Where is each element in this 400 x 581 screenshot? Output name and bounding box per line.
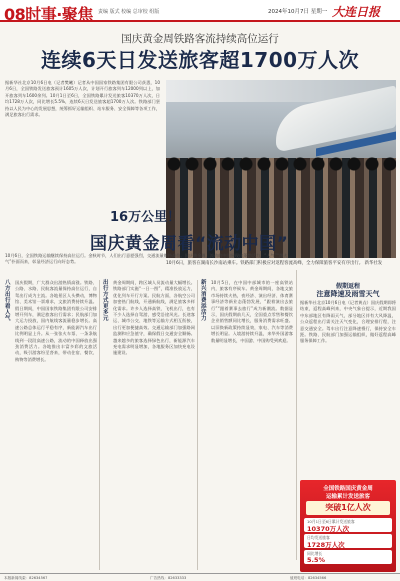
column-divider: [296, 270, 297, 560]
issue-date: 2024年10月7日 星期一: [268, 9, 328, 15]
footer-duty-line: 值班电话：82634566: [290, 576, 327, 580]
infographic-row: [304, 550, 392, 564]
second-kicker: 16万公里！: [110, 210, 181, 225]
column-side-title: 新兴消费添活力: [201, 280, 207, 322]
footer-news-line: 本版新闻线索：82634567: [4, 576, 48, 580]
crowd-heads: [166, 150, 396, 180]
infographic-row-label: 日均发送旅客: [307, 535, 330, 540]
column-text: 黄金周期间，跨区域人员流动量大幅增长。铁路部门实施“一日一图”，精准投放运力，优化列车开行方案。民航方面，各航空公司加密热门航线，开通新航线，满足旅客多样化需求。许多人选择高铁、飞机出行，也有不少人选择自驾游，感受沿途风光。长途客运、城市公交、地铁等运输方式相互衔接，出行更加便捷高效。交通运输部门加强路网监测和应急值守，确保假日交通安全顺畅。越来越多的旅客选择绿色出行，新能源汽车充电需求明显增加，各地服务区加快充电设施建设。: [113, 280, 195, 356]
infographic-row-label: 10月1日至6日累计发送旅客: [307, 519, 355, 524]
second-headline: 国庆黄金周看“流动中国”: [90, 234, 289, 254]
photo-caption: 10月6日，旅客在湖南长沙南站乘车。铁路部门积极应对返程客流高峰，全力保障旅客平安有序出行。 新华社发: [166, 261, 383, 266]
infographic-headline-figure: 突破1亿人次: [306, 501, 390, 515]
column-side-title: 八方出行看人气: [5, 280, 11, 322]
infographic-row: [304, 518, 392, 532]
column-side-title: 出行方式更多元: [103, 280, 109, 322]
page-footer: [0, 573, 400, 581]
article-column-3: [201, 280, 293, 540]
sidebar-text: 据新华社北京10月6日电（记者黄垚）国庆假期即将结束，返程高峰到来，中央气象台提示，近期我国中东部地区有降雨天气，部分地区伴有大风降温，公众返程出行需关注天气变化，合理安排行程，注意交通安全。驾车出行注意降速慢行，保持安全车距。铁路、民航部门加强运输组织，做好返程高峰服务保障工作。: [300, 300, 396, 344]
top-kicker: 国庆黄金周铁路客流持续高位运行: [121, 33, 279, 45]
infographic-row-value: 1728万人次: [307, 541, 345, 549]
section-title: 08时事·聚焦: [4, 5, 93, 24]
sidebar-title: 注意降速及雨雪天气: [316, 290, 380, 298]
column-divider: [197, 280, 198, 570]
infographic-row-value: 10370万人次: [307, 525, 350, 533]
column-divider: [99, 280, 100, 570]
infographic-row-label: 同比增长: [307, 551, 323, 556]
second-intro: 10月6日，全国铁路运输继续保持高位运行。金秋时节，人们出行意愿强烈，交通流量维持高位。国庆黄金周，流动的中国展现出蓬勃活力，“人气”“烟火气”扑面而来，彰显经济运行向好态势。: [5, 253, 288, 265]
top-lead-text: 据新华社北京10月6日电（记者樊曦）记者从中国国家铁路集团有限公司获悉，10月6日，全国铁路发送旅客预计1605万人次，计划开行旅客列车12000列以上，加开旅客列车1600余列。10月1日至6日，全国铁路累计发送旅客10370万人次，日均1728万人次，同比增长5.5%，连续6天日发送旅客超1700万人次。铁路部门坚持以人民为中心的发展思想，统筹抓好运输组织、站车服务、安全保障等各项工作，满足旅客出行需求。: [5, 80, 160, 118]
article-column-2: [103, 280, 195, 540]
masthead: [0, 0, 400, 22]
paper-logo: 大连日报: [332, 5, 381, 19]
infographic-title: 全国铁路国庆黄金周: [323, 486, 373, 492]
column-text: 10月5日，在中国中部城市的一座高铁站内，旅客有序候车。黄金周期间，各地文旅市场持续火热，夜经济、演出经济、体育赛事经济等新业态蓬勃发展，“跟着演出去旅行”“跟着赛事去旅行”成为新潮流。数据显示，国庆假期前几天，全国重点零售和餐饮企业销售额同比增长，服务消费需求旺盛。以旧换新政策持续显效，家电、汽车等消费增长明显。入境游持续升温，来华外国游客数量明显增长，中国游、中国购受到欢迎。: [211, 280, 293, 343]
infographic: [300, 480, 396, 572]
column-text: 国庆假期，广大群众出游热情高涨。铁路、公路、水路、民航客流量保持高位运行，自驾出行成为主流。各地景区人头攒动，博物馆、美术馆一票难求，文旅消费持续升温。假日期间，中国国家铁路集团有限公司安排增开列车，满足旅客出行需求；民航部门加大运力投放，国内航线客流量稳步增长。高速公路总体运行平稳有序，新能源汽车出行比例明显上升。从一张张火车票、一条条航线到一段段高速公路，流动的中国释放出强劲消费活力。各地推出丰富多彩的文旅活动，吸引游客纷至沓来，带动住宿、餐饮、购物等消费增长。: [15, 280, 97, 362]
editor-tags: 责编 版式 校编 总审校 组版: [98, 9, 160, 15]
article-column-1: [5, 280, 97, 540]
infographic-row: [304, 534, 392, 548]
footer-ad-line: 广告热线：82633333: [150, 576, 187, 580]
top-headline: 连续6天日发送旅客超1700万人次: [40, 48, 360, 72]
sidebar-kicker: 假期返程: [335, 283, 360, 290]
infographic-row-value: 5.5%: [307, 556, 326, 564]
infographic-subtitle: 运输累计发送旅客: [325, 494, 370, 500]
